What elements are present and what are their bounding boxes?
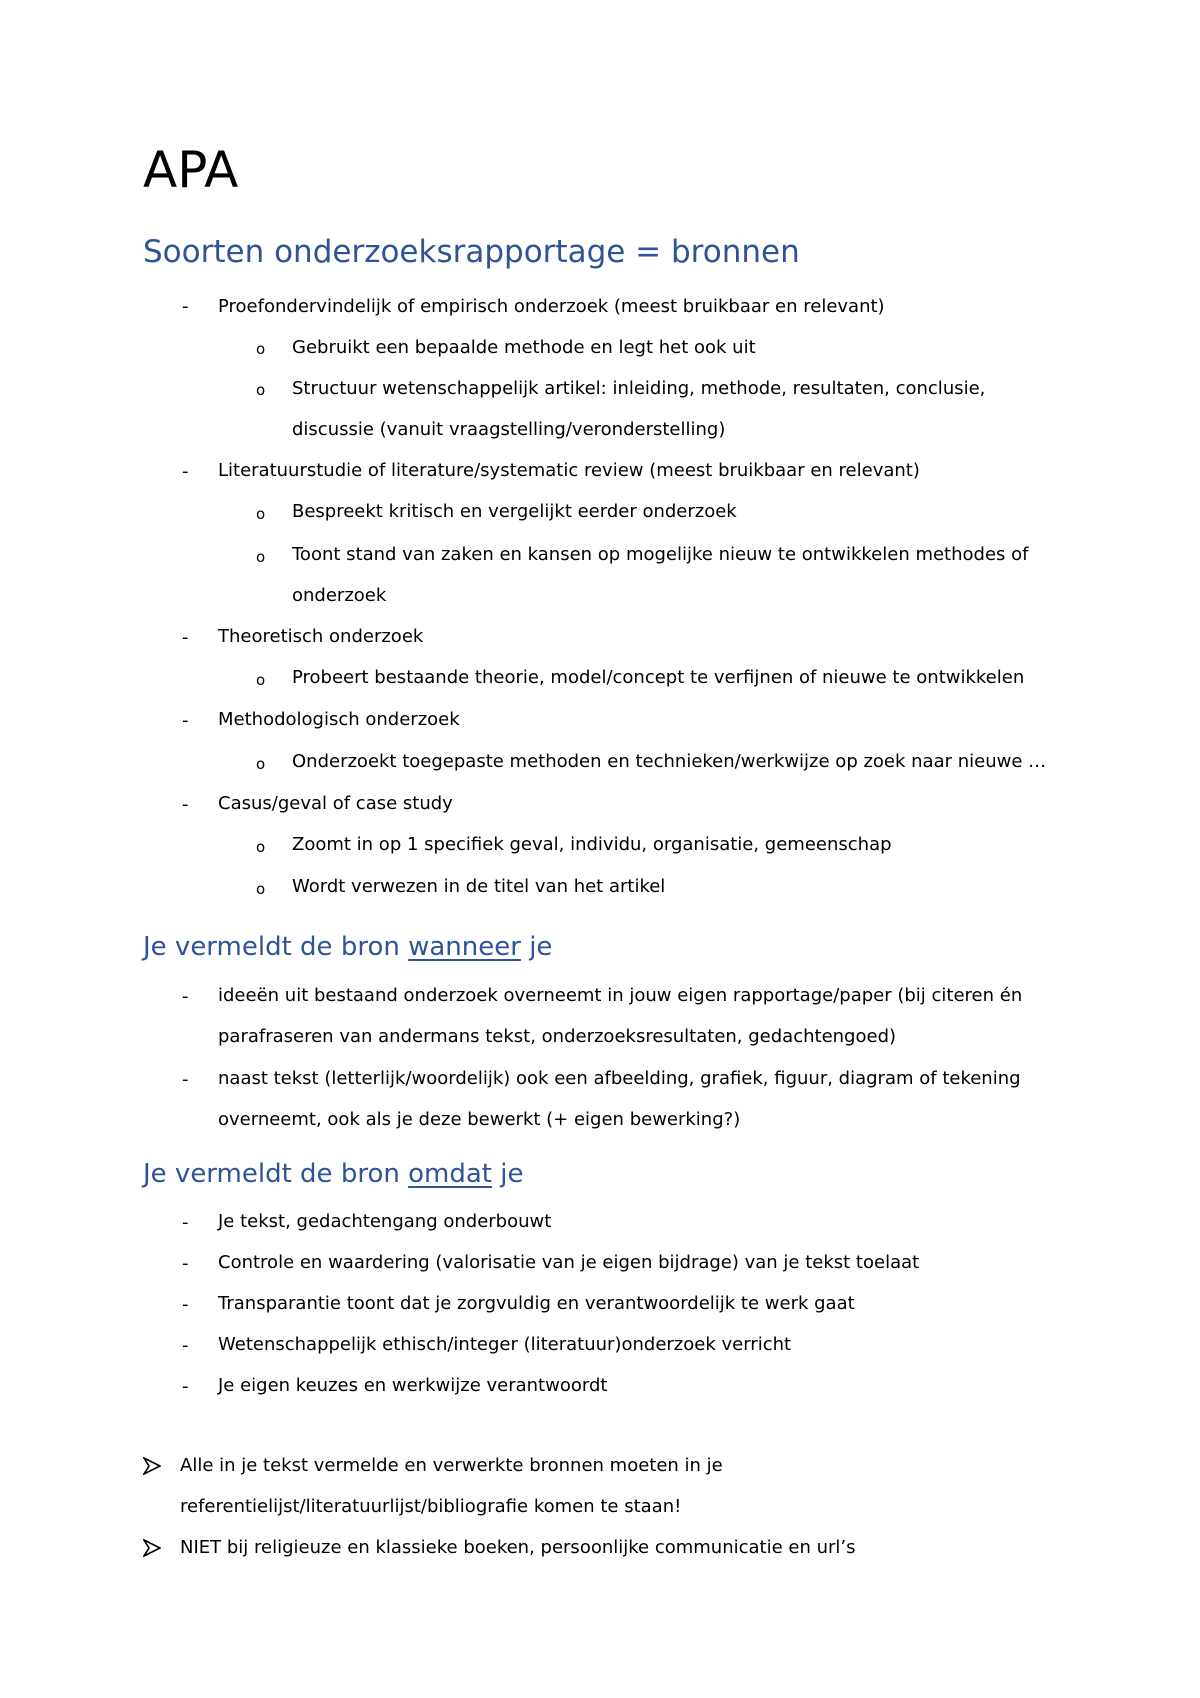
- sublist-bullet-o: o: [256, 548, 266, 566]
- heading-text: Je vermeldt de bron: [143, 932, 409, 962]
- list-bullet-dash: -: [182, 1335, 189, 1356]
- section-heading-because: [143, 1157, 523, 1191]
- list-item: Controle en waardering (valorisatie van je eigen bijdrage) van je tekst toelaat: [218, 1252, 920, 1273]
- note-item-continuation: referentielijst/literatuurlijst/bibliografie komen te staan!: [180, 1496, 682, 1517]
- list-item: Wetenschappelijk ethisch/integer (literatuur)onderzoek verricht: [218, 1334, 792, 1355]
- arrow-bullet-icon: [143, 1457, 161, 1475]
- list-item: Casus/geval of case study: [218, 793, 453, 814]
- list-bullet-dash: -: [182, 1212, 189, 1233]
- sublist-bullet-o: o: [256, 381, 266, 399]
- page-title: APA: [143, 141, 239, 199]
- list-bullet-dash: -: [182, 461, 189, 482]
- section-heading-when: [143, 930, 552, 964]
- list-bullet-dash: -: [182, 1376, 189, 1397]
- list-bullet-dash: -: [182, 1253, 189, 1274]
- sublist-item: Probeert bestaande theorie, model/concept te verfijnen of nieuwe te ontwikkelen: [292, 667, 1025, 688]
- list-bullet-dash: -: [182, 296, 189, 317]
- list-bullet-dash: -: [182, 710, 189, 731]
- sublist-item: Toont stand van zaken en kansen op mogelijke nieuw te ontwikkelen methodes of: [292, 544, 1029, 565]
- sublist-bullet-o: o: [256, 671, 266, 689]
- list-bullet-dash: -: [182, 627, 189, 648]
- sublist-item: Gebruikt een bepaalde methode en legt het ook uit: [292, 337, 756, 358]
- sublist-bullet-o: o: [256, 505, 266, 523]
- list-item: Theoretisch onderzoek: [218, 626, 424, 647]
- sublist-item-continuation: onderzoek: [292, 585, 387, 606]
- sublist-item: Structuur wetenschappelijk artikel: inleiding, methode, resultaten, conclusie,: [292, 378, 986, 399]
- sublist-item: Onderzoekt toegepaste methoden en technieken/werkwijze op zoek naar nieuwe …: [292, 751, 1047, 772]
- sublist-item: Zoomt in op 1 specifiek geval, individu, organisatie, gemeenschap: [292, 834, 892, 855]
- list-item: Je tekst, gedachtengang onderbouwt: [218, 1211, 552, 1232]
- list-item: Methodologisch onderzoek: [218, 709, 460, 730]
- note-item: NIET bij religieuze en klassieke boeken, persoonlijke communicatie en url’s: [180, 1537, 856, 1558]
- list-item: Proefondervindelijk of empirisch onderzoek (meest bruikbaar en relevant): [218, 296, 885, 317]
- heading-text: je: [491, 1159, 524, 1189]
- sublist-bullet-o: o: [256, 340, 266, 358]
- list-item: ideeën uit bestaand onderzoek overneemt in jouw eigen rapportage/paper (bij citeren én: [218, 985, 1023, 1006]
- heading-text: Je vermeldt de bron: [143, 1159, 409, 1189]
- heading-underlined-word: wanneer: [408, 932, 521, 962]
- section-heading-sources: Soorten onderzoeksrapportage = bronnen: [143, 234, 800, 270]
- heading-underlined-word: omdat: [408, 1159, 492, 1189]
- list-bullet-dash: -: [182, 1294, 189, 1315]
- heading-text: je: [520, 932, 553, 962]
- sublist-item: Bespreekt kritisch en vergelijkt eerder onderzoek: [292, 501, 737, 522]
- list-item-continuation: parafraseren van andermans tekst, onderzoeksresultaten, gedachtengoed): [218, 1026, 897, 1047]
- note-item: Alle in je tekst vermelde en verwerkte bronnen moeten in je: [180, 1455, 723, 1476]
- sublist-bullet-o: o: [256, 755, 266, 773]
- list-item: Literatuurstudie of literature/systematic review (meest bruikbaar en relevant): [218, 460, 920, 481]
- list-bullet-dash: -: [182, 1069, 189, 1090]
- list-bullet-dash: -: [182, 986, 189, 1007]
- list-item-continuation: overneemt, ook als je deze bewerkt (+ eigen bewerking?): [218, 1109, 741, 1130]
- arrow-bullet-icon: [143, 1539, 161, 1557]
- sublist-bullet-o: o: [256, 880, 266, 898]
- list-item: Transparantie toont dat je zorgvuldig en verantwoordelijk te werk gaat: [218, 1293, 855, 1314]
- sublist-bullet-o: o: [256, 838, 266, 856]
- sublist-item-continuation: discussie (vanuit vraagstelling/veronderstelling): [292, 419, 726, 440]
- sublist-item: Wordt verwezen in de titel van het artikel: [292, 876, 666, 897]
- list-bullet-dash: -: [182, 794, 189, 815]
- list-item: naast tekst (letterlijk/woordelijk) ook een afbeelding, grafiek, figuur, diagram of tekening: [218, 1068, 1021, 1089]
- list-item: Je eigen keuzes en werkwijze verantwoordt: [218, 1375, 608, 1396]
